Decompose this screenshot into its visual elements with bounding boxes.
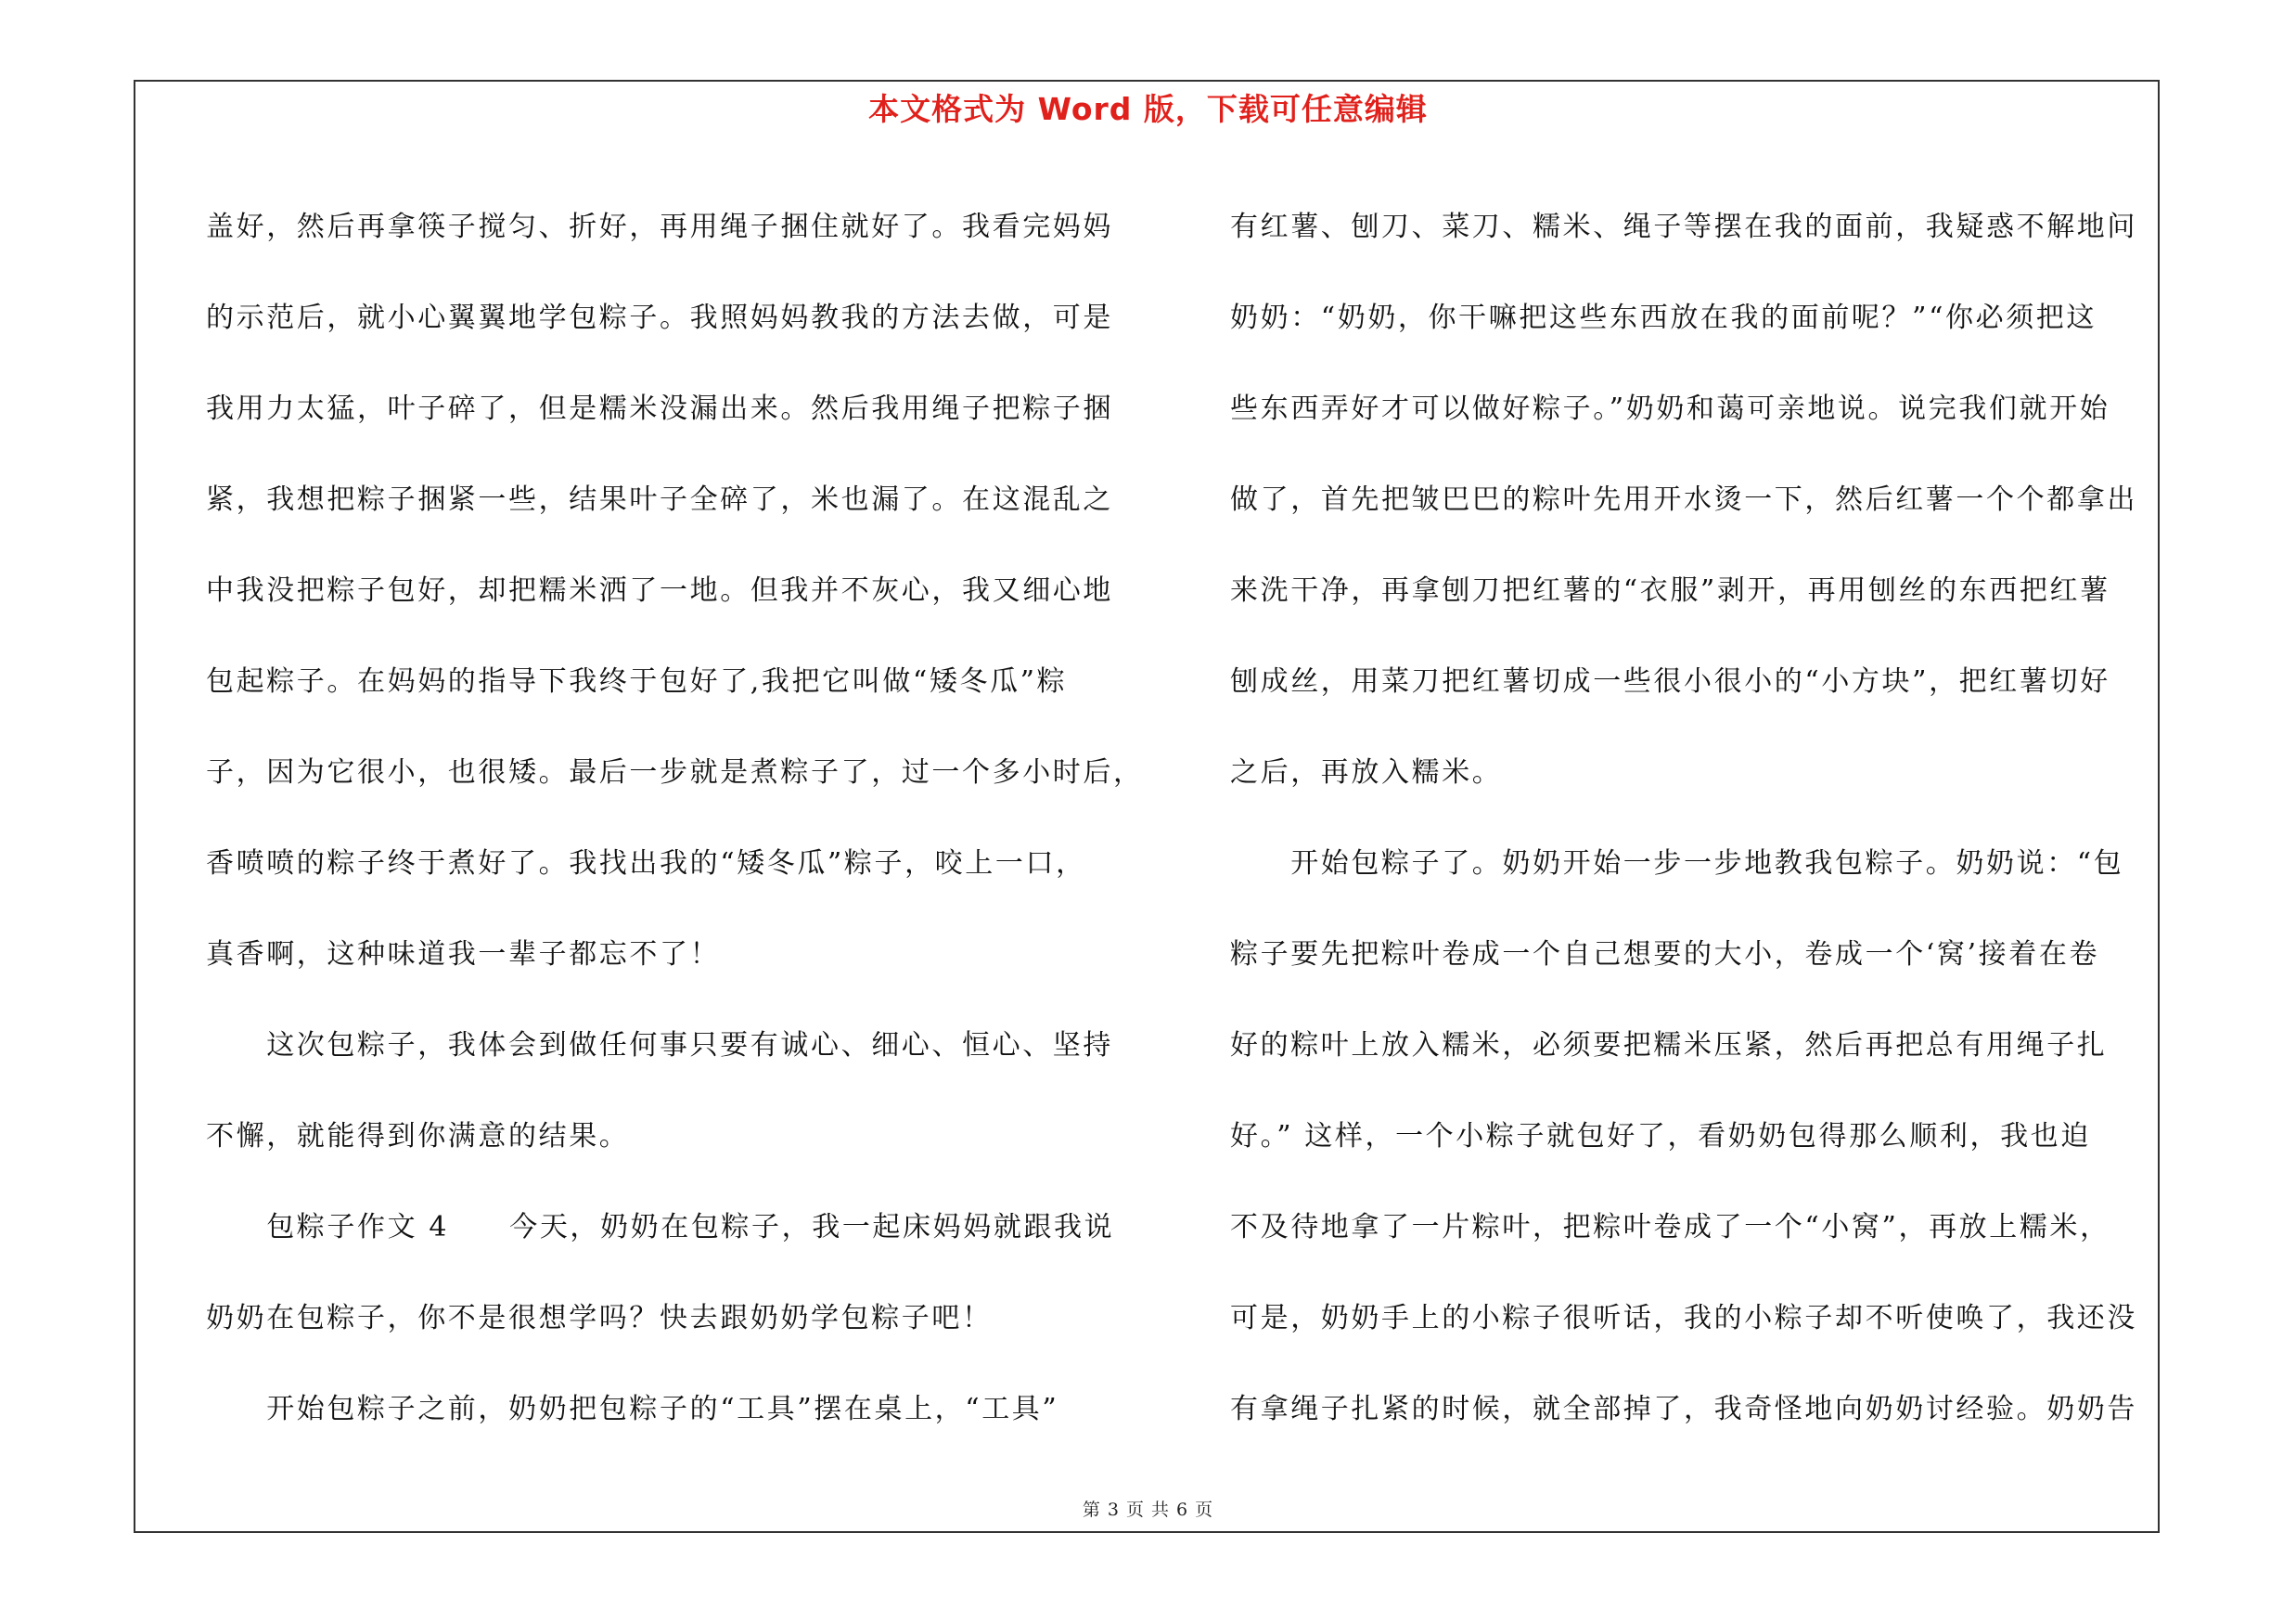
- text-line: 粽子要先把粽叶卷成一个自己想要的大小，卷成一个‘窝’接着在卷: [1230, 938, 2100, 971]
- page-number: 第 3 页 共 6 页: [1082, 1500, 1214, 1520]
- text-line: 紧，我想把粽子捆紧一些，结果叶子全碎了，米也漏了。在这混乱之: [206, 483, 1113, 516]
- text-line: 不及待地拿了一片粽叶，把粽叶卷成了一个“小窝”，再放上糯米，: [1230, 1211, 2110, 1243]
- text-line: 有拿绳子扎紧的时候，就全部掉了，我奇怪地向奶奶讨经验。奶奶告: [1230, 1393, 2137, 1425]
- text-line: 些东西弄好才可以做好粽子。”奶奶和蔼可亲地说。说完我们就开始: [1230, 393, 2110, 425]
- text-line: 可是，奶奶手上的小粽子很听话，我的小粽子却不听使唤了，我还没: [1230, 1302, 2137, 1334]
- text-line: 中我没把粽子包好，却把糯米洒了一地。但我并不灰心，我又细心地: [206, 574, 1113, 607]
- right-text-column: [1230, 182, 2158, 1455]
- text-line: 奶奶：“奶奶，你干嘛把这些东西放在我的面前呢？”“你必须把这: [1230, 302, 2097, 334]
- text-line: 的示范后，就小心翼翼地学包粽子。我照妈妈教我的方法去做，可是: [206, 302, 1113, 334]
- text-line: 子，因为它很小，也很矮。最后一步就是煮粽子了，过一个多小时后，: [206, 756, 1144, 789]
- text-line: 开始包粽子了。奶奶开始一步一步地教我包粽子。奶奶说：“包: [1230, 847, 2124, 880]
- text-line: 之后，再放入糯米。: [1230, 756, 1503, 789]
- text-line: 香喷喷的粽子终于煮好了。我找出我的“矮冬瓜”粽子，咬上一口，: [206, 847, 1086, 880]
- text-line: 我用力太猛，叶子碎了，但是糯米没漏出来。然后我用绳子把粽子捆: [206, 393, 1113, 425]
- text-line: 好。” 这样，一个小粽子就包好了，看奶奶包得那么顺利，我也迫: [1230, 1120, 2091, 1153]
- text-line: 好的粽叶上放入糯米，必须要把糯米压紧，然后再把总有用绳子扎: [1230, 1029, 2108, 1062]
- text-line: 来洗干净，再拿刨刀把红薯的“衣服”剥开，再用刨丝的东西把红薯: [1230, 574, 2110, 607]
- text-line: 这次包粽子，我体会到做任何事只要有诚心、细心、恒心、坚持: [206, 1029, 1113, 1062]
- text-line: 刨成丝，用菜刀把红薯切成一些很小很小的“小方块”，把红薯切好: [1230, 665, 2110, 698]
- header-banner: 本文格式为 Word 版，下载可任意编辑: [868, 91, 1428, 127]
- text-line: 开始包粽子之前，奶奶把包粽子的“工具”摆在桌上，“工具”: [206, 1393, 1059, 1425]
- text-line: 包起粽子。在妈妈的指导下我终于包好了,我把它叫做“矮冬瓜”粽: [206, 665, 1068, 698]
- text-line: 做了，首先把皱巴巴的粽叶先用开水烫一下，然后红薯一个个都拿出: [1230, 483, 2137, 516]
- text-line: 盖好，然后再拿筷子搅匀、折好，再用绳子捆住就好了。我看完妈妈: [206, 211, 1113, 243]
- text-line: 包粽子作文 4 今天，奶奶在包粽子，我一起床妈妈就跟我说: [206, 1211, 1115, 1243]
- text-line: 不懈，就能得到你满意的结果。: [206, 1120, 630, 1153]
- text-line: 有红薯、刨刀、菜刀、糯米、绳子等摆在我的面前，我疑惑不解地问: [1230, 211, 2137, 243]
- text-line: 奶奶在包粽子，你不是很想学吗？快去跟奶奶学包粽子吧！: [206, 1302, 993, 1334]
- left-text-column: [206, 182, 1144, 1455]
- text-line: 真香啊，这种味道我一辈子都忘不了！: [206, 938, 721, 971]
